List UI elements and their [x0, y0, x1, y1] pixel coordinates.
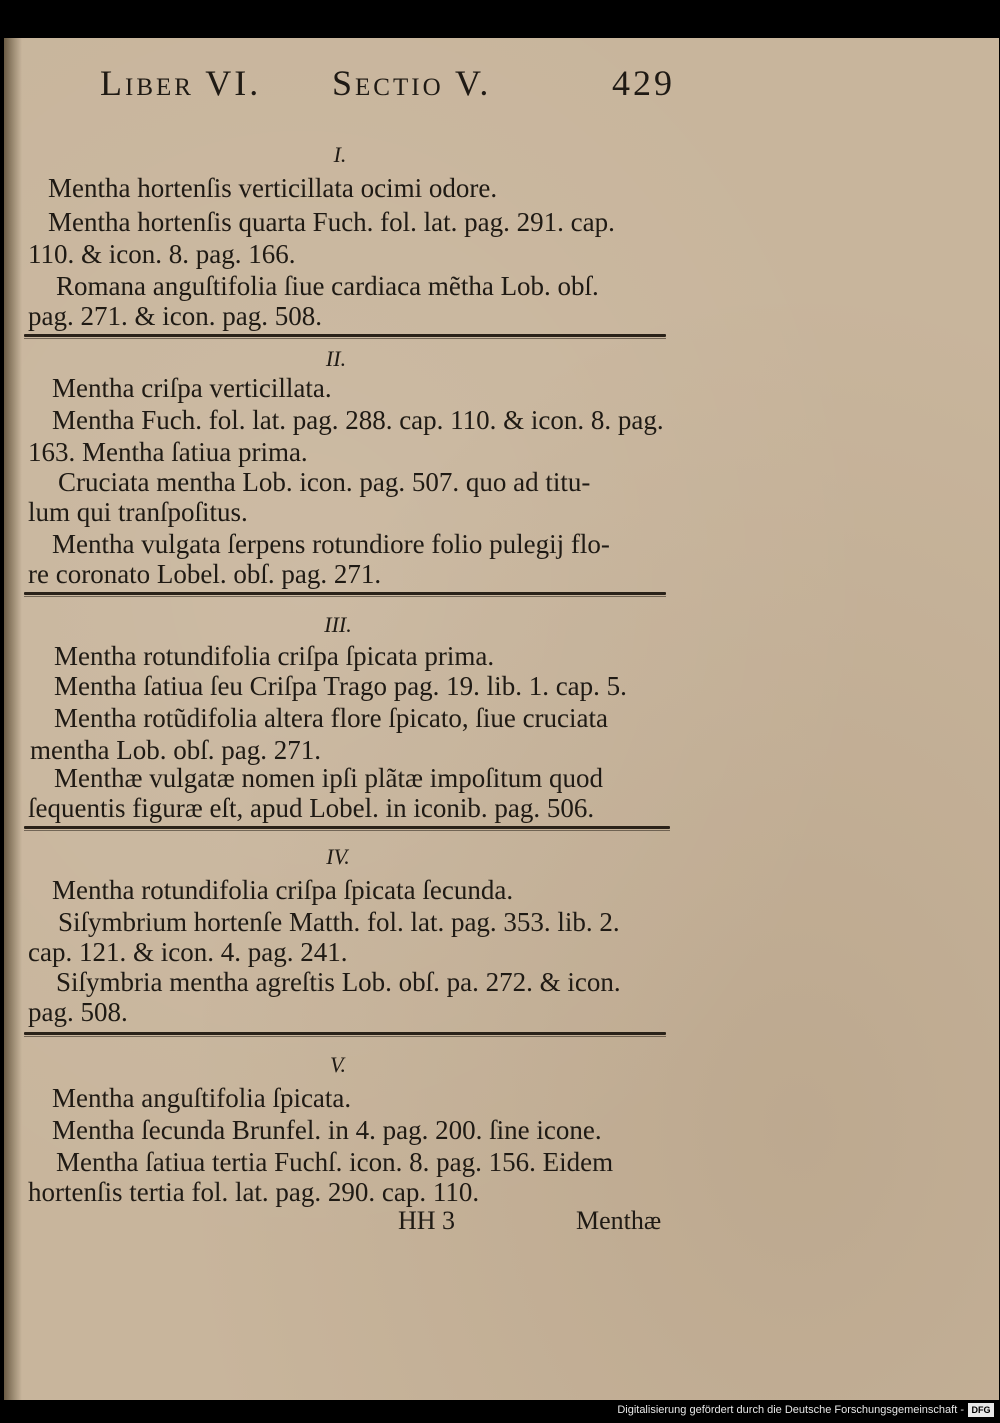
- text-line: pag. 508.: [28, 997, 128, 1027]
- text-line: 110. & icon. 8. pag. 166.: [28, 239, 296, 269]
- section-number: III.: [324, 612, 352, 637]
- text-line: Siſymbria mentha agreſtis Lob. obſ. pa. 272. & icon.: [56, 967, 621, 997]
- text-line: Mentha hortenſis quarta Fuch. fol. lat. pag. 291. cap.: [48, 207, 615, 237]
- text-line: re coronato Lobel. obſ. pag. 271.: [28, 559, 382, 589]
- text-line: Siſymbrium hortenſe Matth. fol. lat. pag. 353. lib. 2.: [58, 907, 620, 937]
- section-divider: [24, 826, 670, 829]
- text-line: lum qui tranſpoſitus.: [28, 497, 248, 527]
- text-line: pag. 271. & icon. pag. 508.: [28, 301, 322, 331]
- text-line: Mentha vulgata ſerpens rotundiore folio pulegij flo-: [52, 529, 610, 559]
- page-number: 429: [612, 63, 675, 103]
- dfg-logo: DFG: [968, 1403, 994, 1417]
- text-line: cap. 121. & icon. 4. pag. 241.: [28, 937, 348, 967]
- text-line: ſequentis figuræ eſt, apud Lobel. in iconib. pag. 506.: [28, 793, 595, 823]
- text-line: Mentha ſatiua tertia Fuchſ. icon. 8. pag. 156. Eidem: [56, 1147, 614, 1177]
- text-line: Cruciata mentha Lob. icon. pag. 507. quo ad titu-: [58, 467, 591, 497]
- text-line: Mentha rotũdifolia altera flore ſpicato, ſiue cruciata: [54, 703, 609, 733]
- text-line: Mentha rotundifolia criſpa ſpicata prima.: [54, 641, 495, 671]
- section-divider: [24, 1032, 666, 1035]
- section-number: V.: [329, 1052, 347, 1077]
- text-line: 163. Mentha ſatiua prima.: [28, 437, 308, 467]
- text-line: Mentha anguſtifolia ſpicata.: [52, 1083, 352, 1113]
- text-line: Menthæ vulgatæ nomen ipſi plãtæ impoſitum quod: [54, 763, 603, 793]
- section-number: IV.: [326, 844, 350, 869]
- text-line: hortenſis tertia fol. lat. pag. 290. cap. 110.: [28, 1177, 480, 1207]
- text-line: Mentha rotundifolia criſpa ſpicata ſecunda.: [52, 875, 514, 905]
- text-line: Mentha criſpa verticillata.: [52, 373, 332, 403]
- text-line: mentha Lob. obſ. pag. 271.: [30, 735, 321, 765]
- catchword: Menthæ: [576, 1206, 662, 1235]
- signature-mark: HH 3: [398, 1206, 456, 1235]
- header-liber: Liber VI.: [100, 63, 262, 103]
- header-sectio: Sectio V.: [332, 63, 492, 103]
- text-line: Mentha ſatiua ſeu Criſpa Trago pag. 19. lib. 1. cap. 5.: [54, 671, 627, 701]
- text-line: Romana anguſtifolia ſiue cardiaca mẽtha Lob. obſ.: [56, 271, 599, 301]
- section-divider: [24, 592, 666, 595]
- running-header: [100, 62, 680, 112]
- digitization-credit: Digitalisierung gefördert durch die Deutsche Forschungsgemeinschaft -: [617, 1404, 964, 1416]
- section-number: II.: [325, 346, 347, 371]
- section-divider: [24, 334, 666, 337]
- section-number: I.: [333, 142, 347, 167]
- text-line: Mentha Fuch. fol. lat. pag. 288. cap. 110. & icon. 8. pag.: [52, 405, 664, 435]
- text-line: Mentha hortenſis verticillata ocimi odore.: [48, 173, 498, 203]
- text-line: Mentha ſecunda Brunfel. in 4. pag. 200. ſine icone.: [52, 1115, 602, 1145]
